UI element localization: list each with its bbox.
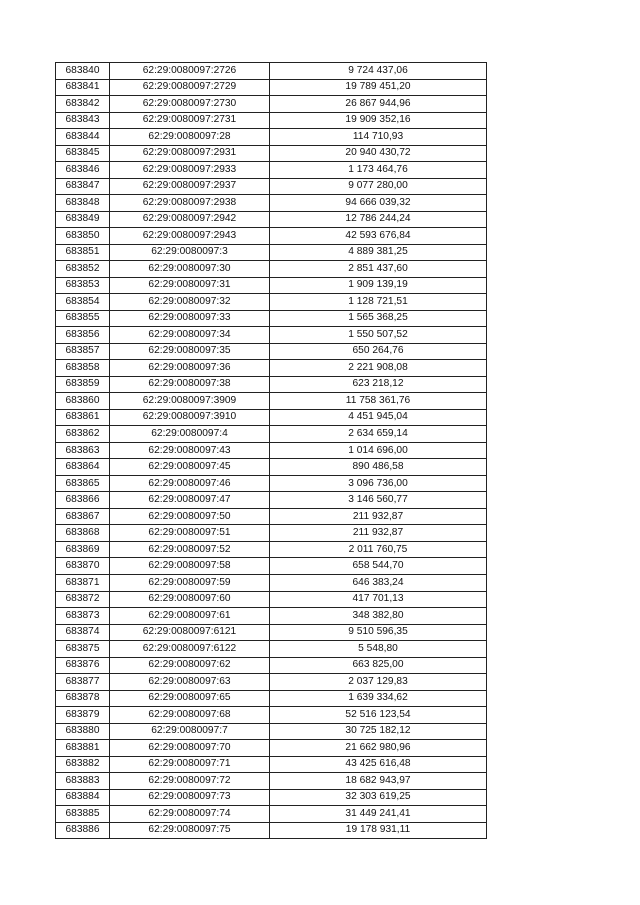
table-row	[56, 129, 487, 146]
row-number-cell: 683855	[56, 310, 110, 327]
cadastral-value-cell: 1 565 368,25	[270, 310, 487, 327]
row-number-cell: 683841	[56, 79, 110, 96]
table-row	[56, 707, 487, 724]
cadastral-number-cell: 62:29:0080097:46	[110, 475, 270, 492]
table-row	[56, 376, 487, 393]
table-row	[56, 145, 487, 162]
row-number-cell: 683848	[56, 195, 110, 212]
cadastral-value-cell: 890 486,58	[270, 459, 487, 476]
table-row	[56, 79, 487, 96]
row-number-cell: 683881	[56, 740, 110, 757]
cadastral-number-cell: 62:29:0080097:61	[110, 608, 270, 625]
table-row	[56, 574, 487, 591]
table-row	[56, 442, 487, 459]
table-row	[56, 96, 487, 113]
cadastral-number-cell: 62:29:0080097:51	[110, 525, 270, 542]
table-row	[56, 409, 487, 426]
cadastral-value-cell: 211 932,87	[270, 508, 487, 525]
row-number-cell: 683871	[56, 574, 110, 591]
table-row	[56, 541, 487, 558]
cadastral-number-cell: 62:29:0080097:52	[110, 541, 270, 558]
cadastral-number-cell: 62:29:0080097:4	[110, 426, 270, 443]
cadastral-number-cell: 62:29:0080097:63	[110, 674, 270, 691]
cadastral-value-cell: 2 221 908,08	[270, 360, 487, 377]
cadastral-value-cell: 9 510 596,35	[270, 624, 487, 641]
row-number-cell: 683859	[56, 376, 110, 393]
table-row	[56, 162, 487, 179]
cadastral-value-cell: 9 077 280,00	[270, 178, 487, 195]
cadastral-number-cell: 62:29:0080097:2943	[110, 228, 270, 245]
cadastral-value-cell: 211 932,87	[270, 525, 487, 542]
table-row	[56, 608, 487, 625]
table-row	[56, 310, 487, 327]
cadastral-number-cell: 62:29:0080097:50	[110, 508, 270, 525]
cadastral-number-cell: 62:29:0080097:68	[110, 707, 270, 724]
row-number-cell: 683863	[56, 442, 110, 459]
cadastral-value-cell: 348 382,80	[270, 608, 487, 625]
table-row	[56, 624, 487, 641]
table-row	[56, 426, 487, 443]
cadastral-value-cell: 42 593 676,84	[270, 228, 487, 245]
table-row	[56, 211, 487, 228]
row-number-cell: 683867	[56, 508, 110, 525]
row-number-cell: 683851	[56, 244, 110, 261]
row-number-cell: 683883	[56, 773, 110, 790]
table-row	[56, 195, 487, 212]
table-row	[56, 459, 487, 476]
row-number-cell: 683870	[56, 558, 110, 575]
cadastral-value-cell: 9 724 437,06	[270, 63, 487, 80]
row-number-cell: 683884	[56, 789, 110, 806]
cadastral-value-cell: 11 758 361,76	[270, 393, 487, 410]
table-row	[56, 492, 487, 509]
row-number-cell: 683857	[56, 343, 110, 360]
table-row	[56, 393, 487, 410]
cadastral-number-cell: 62:29:0080097:72	[110, 773, 270, 790]
cadastral-value-cell: 4 889 381,25	[270, 244, 487, 261]
cadastral-number-cell: 62:29:0080097:32	[110, 294, 270, 311]
cadastral-value-cell: 658 544,70	[270, 558, 487, 575]
cadastral-number-cell: 62:29:0080097:28	[110, 129, 270, 146]
cadastral-value-cell: 114 710,93	[270, 129, 487, 146]
cadastral-number-cell: 62:29:0080097:45	[110, 459, 270, 476]
cadastral-number-cell: 62:29:0080097:3	[110, 244, 270, 261]
cadastral-value-cell: 20 940 430,72	[270, 145, 487, 162]
cadastral-value-cell: 1 550 507,52	[270, 327, 487, 344]
cadastral-value-cell: 1 909 139,19	[270, 277, 487, 294]
table-row	[56, 228, 487, 245]
table-row	[56, 756, 487, 773]
table-row	[56, 112, 487, 129]
table-row	[56, 343, 487, 360]
row-number-cell: 683861	[56, 409, 110, 426]
cadastral-value-cell: 2 634 659,14	[270, 426, 487, 443]
cadastral-value-cell: 94 666 039,32	[270, 195, 487, 212]
cadastral-number-cell: 62:29:0080097:70	[110, 740, 270, 757]
cadastral-number-cell: 62:29:0080097:35	[110, 343, 270, 360]
row-number-cell: 683880	[56, 723, 110, 740]
row-number-cell: 683852	[56, 261, 110, 278]
cadastral-number-cell: 62:29:0080097:30	[110, 261, 270, 278]
cadastral-value-cell: 663 825,00	[270, 657, 487, 674]
cadastral-number-cell: 62:29:0080097:73	[110, 789, 270, 806]
row-number-cell: 683842	[56, 96, 110, 113]
cadastral-value-table	[55, 62, 487, 839]
table-row	[56, 244, 487, 261]
table-row	[56, 822, 487, 839]
cadastral-value-cell: 1 128 721,51	[270, 294, 487, 311]
cadastral-value-cell: 3 146 560,77	[270, 492, 487, 509]
row-number-cell: 683840	[56, 63, 110, 80]
cadastral-value-cell: 2 037 129,83	[270, 674, 487, 691]
row-number-cell: 683844	[56, 129, 110, 146]
cadastral-number-cell: 62:29:0080097:43	[110, 442, 270, 459]
cadastral-number-cell: 62:29:0080097:2937	[110, 178, 270, 195]
row-number-cell: 683885	[56, 806, 110, 823]
cadastral-number-cell: 62:29:0080097:62	[110, 657, 270, 674]
row-number-cell: 683849	[56, 211, 110, 228]
cadastral-number-cell: 62:29:0080097:3909	[110, 393, 270, 410]
cadastral-number-cell: 62:29:0080097:47	[110, 492, 270, 509]
cadastral-value-cell: 32 303 619,25	[270, 789, 487, 806]
row-number-cell: 683862	[56, 426, 110, 443]
table-row	[56, 641, 487, 658]
row-number-cell: 683860	[56, 393, 110, 410]
row-number-cell: 683873	[56, 608, 110, 625]
table-row	[56, 63, 487, 80]
cadastral-number-cell: 62:29:0080097:2731	[110, 112, 270, 129]
cadastral-value-cell: 1 014 696,00	[270, 442, 487, 459]
row-number-cell: 683864	[56, 459, 110, 476]
cadastral-value-cell: 5 548,80	[270, 641, 487, 658]
cadastral-number-cell: 62:29:0080097:2938	[110, 195, 270, 212]
row-number-cell: 683845	[56, 145, 110, 162]
table-row	[56, 740, 487, 757]
cadastral-value-cell: 31 449 241,41	[270, 806, 487, 823]
cadastral-value-cell: 21 662 980,96	[270, 740, 487, 757]
row-number-cell: 683869	[56, 541, 110, 558]
table-row	[56, 674, 487, 691]
table-row	[56, 525, 487, 542]
cadastral-number-cell: 62:29:0080097:7	[110, 723, 270, 740]
cadastral-value-cell: 623 218,12	[270, 376, 487, 393]
row-number-cell: 683877	[56, 674, 110, 691]
row-number-cell: 683858	[56, 360, 110, 377]
cadastral-value-cell: 52 516 123,54	[270, 707, 487, 724]
table-row	[56, 806, 487, 823]
cadastral-value-cell: 2 851 437,60	[270, 261, 487, 278]
cadastral-number-cell: 62:29:0080097:38	[110, 376, 270, 393]
row-number-cell: 683846	[56, 162, 110, 179]
cadastral-number-cell: 62:29:0080097:2933	[110, 162, 270, 179]
cadastral-value-cell: 4 451 945,04	[270, 409, 487, 426]
row-number-cell: 683866	[56, 492, 110, 509]
table-row	[56, 558, 487, 575]
cadastral-value-cell: 646 383,24	[270, 574, 487, 591]
row-number-cell: 683872	[56, 591, 110, 608]
table-row	[56, 773, 487, 790]
row-number-cell: 683854	[56, 294, 110, 311]
cadastral-value-cell: 19 178 931,11	[270, 822, 487, 839]
row-number-cell: 683878	[56, 690, 110, 707]
table-row	[56, 327, 487, 344]
cadastral-number-cell: 62:29:0080097:34	[110, 327, 270, 344]
cadastral-number-cell: 62:29:0080097:2730	[110, 96, 270, 113]
cadastral-value-cell: 18 682 943,97	[270, 773, 487, 790]
table-row	[56, 277, 487, 294]
cadastral-value-cell: 417 701,13	[270, 591, 487, 608]
table-row	[56, 508, 487, 525]
row-number-cell: 683847	[56, 178, 110, 195]
cadastral-value-cell: 30 725 182,12	[270, 723, 487, 740]
cadastral-number-cell: 62:29:0080097:2942	[110, 211, 270, 228]
row-number-cell: 683886	[56, 822, 110, 839]
cadastral-value-cell: 650 264,76	[270, 343, 487, 360]
cadastral-number-cell: 62:29:0080097:59	[110, 574, 270, 591]
cadastral-value-cell: 43 425 616,48	[270, 756, 487, 773]
row-number-cell: 683868	[56, 525, 110, 542]
table-row	[56, 475, 487, 492]
row-number-cell: 683850	[56, 228, 110, 245]
cadastral-number-cell: 62:29:0080097:6122	[110, 641, 270, 658]
table-body	[56, 63, 487, 839]
table-row	[56, 690, 487, 707]
cadastral-number-cell: 62:29:0080097:74	[110, 806, 270, 823]
cadastral-value-cell: 2 011 760,75	[270, 541, 487, 558]
cadastral-value-cell: 12 786 244,24	[270, 211, 487, 228]
cadastral-value-cell: 1 173 464,76	[270, 162, 487, 179]
cadastral-value-cell: 19 909 352,16	[270, 112, 487, 129]
table-row	[56, 294, 487, 311]
cadastral-number-cell: 62:29:0080097:60	[110, 591, 270, 608]
table-row	[56, 360, 487, 377]
row-number-cell: 683874	[56, 624, 110, 641]
cadastral-number-cell: 62:29:0080097:2931	[110, 145, 270, 162]
cadastral-number-cell: 62:29:0080097:2726	[110, 63, 270, 80]
table-row	[56, 178, 487, 195]
cadastral-value-cell: 26 867 944,96	[270, 96, 487, 113]
cadastral-number-cell: 62:29:0080097:71	[110, 756, 270, 773]
cadastral-value-cell: 1 639 334,62	[270, 690, 487, 707]
cadastral-number-cell: 62:29:0080097:65	[110, 690, 270, 707]
cadastral-value-cell: 3 096 736,00	[270, 475, 487, 492]
cadastral-number-cell: 62:29:0080097:6121	[110, 624, 270, 641]
cadastral-number-cell: 62:29:0080097:31	[110, 277, 270, 294]
cadastral-number-cell: 62:29:0080097:75	[110, 822, 270, 839]
cadastral-number-cell: 62:29:0080097:36	[110, 360, 270, 377]
table-row	[56, 591, 487, 608]
row-number-cell: 683875	[56, 641, 110, 658]
row-number-cell: 683882	[56, 756, 110, 773]
row-number-cell: 683843	[56, 112, 110, 129]
cadastral-value-cell: 19 789 451,20	[270, 79, 487, 96]
row-number-cell: 683856	[56, 327, 110, 344]
row-number-cell: 683853	[56, 277, 110, 294]
table-row	[56, 723, 487, 740]
table-row	[56, 789, 487, 806]
table-row	[56, 261, 487, 278]
cadastral-number-cell: 62:29:0080097:33	[110, 310, 270, 327]
row-number-cell: 683879	[56, 707, 110, 724]
cadastral-number-cell: 62:29:0080097:58	[110, 558, 270, 575]
cadastral-number-cell: 62:29:0080097:3910	[110, 409, 270, 426]
table-row	[56, 657, 487, 674]
row-number-cell: 683876	[56, 657, 110, 674]
cadastral-number-cell: 62:29:0080097:2729	[110, 79, 270, 96]
row-number-cell: 683865	[56, 475, 110, 492]
